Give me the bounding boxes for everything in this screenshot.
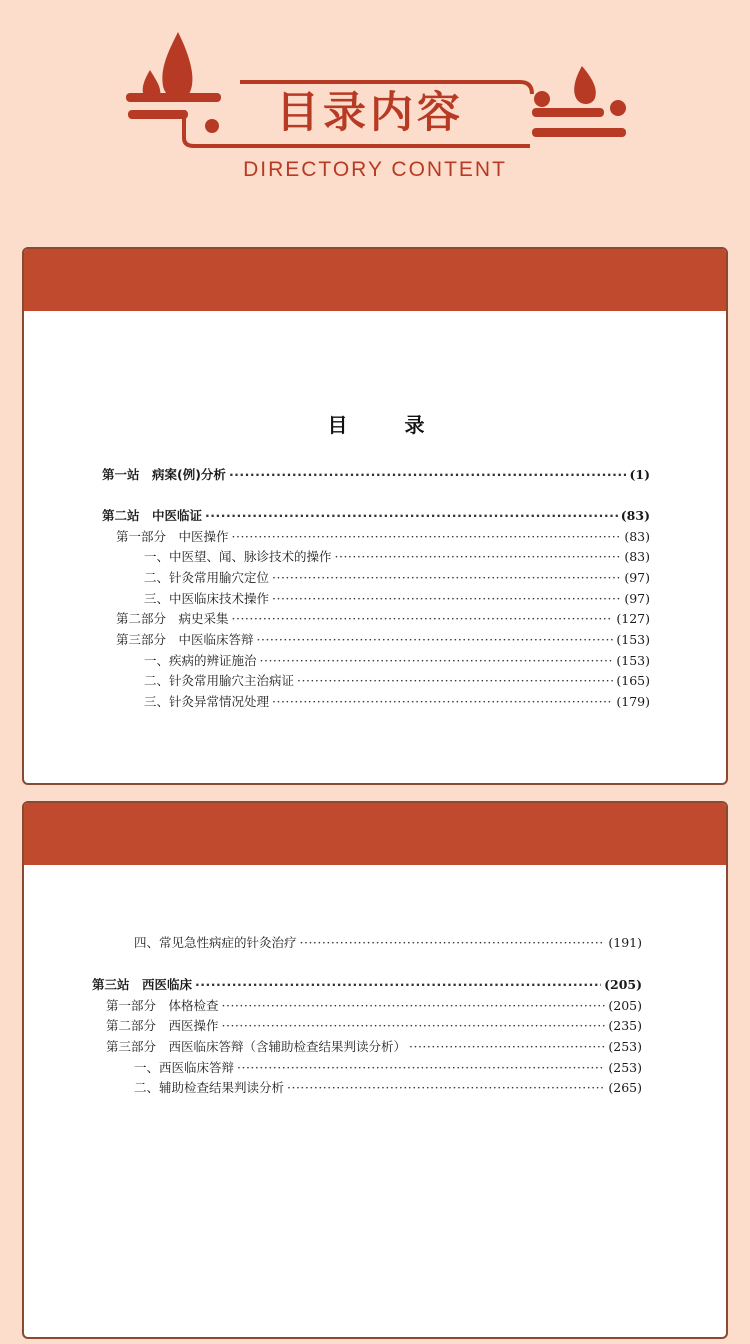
- toc-entry: 第一部分 体格检查 ····· (205): [106, 997, 642, 1015]
- toc-entry: 三、中医临床技术操作 ····· (97): [144, 590, 650, 608]
- toc-card-1: [22, 247, 728, 785]
- toc-entry: 一、中医望、闻、脉诊技术的操作 ····· (83): [144, 548, 650, 566]
- toc-entry: 一、西医临床答辩 ····· (253): [134, 1059, 642, 1077]
- toc-heading: 目 录: [327, 413, 427, 437]
- toc-entry: 第二部分 病史采集 ····· (127): [116, 610, 650, 628]
- toc-entry: 第二部分 西医操作 ····· (235): [106, 1017, 642, 1035]
- toc-entry: 第三部分 中医临床答辩 ····· (153): [116, 631, 650, 649]
- toc-entry: 第一部分 中医操作 ····· (83): [116, 528, 650, 546]
- toc-card-2: [22, 801, 728, 1339]
- toc-entry: 第三站 西医临床 ····· (205): [92, 976, 642, 994]
- toc-entry: 第二站 中医临证 ····· (83): [102, 507, 650, 525]
- toc-entry: 第三部分 西医临床答辩（含辅助检查结果判读分析） ····· (253): [106, 1038, 642, 1056]
- card-header-band: [24, 249, 726, 311]
- card-header-band: [24, 803, 726, 865]
- toc-entry: 三、针灸异常情况处理 ····· (179): [144, 693, 650, 711]
- toc-entry: 四、常见急性病症的针灸治疗 ····· (191): [134, 934, 642, 952]
- page-subtitle: DIRECTORY CONTENT: [243, 158, 507, 181]
- toc-entry: 第一站 病案(例)分析 ····· (1): [102, 466, 650, 484]
- toc-entry: 二、针灸常用腧穴主治病证 ····· (165): [144, 672, 650, 690]
- toc-entry: 一、疾病的辨证施治 ····· (153): [144, 652, 650, 670]
- toc-entry: 二、辅助检查结果判读分析 ····· (265): [134, 1079, 642, 1097]
- page-title: 目录内容: [276, 88, 464, 138]
- toc-entry: 二、针灸常用腧穴定位 ····· (97): [144, 569, 650, 587]
- page-header: [0, 0, 750, 200]
